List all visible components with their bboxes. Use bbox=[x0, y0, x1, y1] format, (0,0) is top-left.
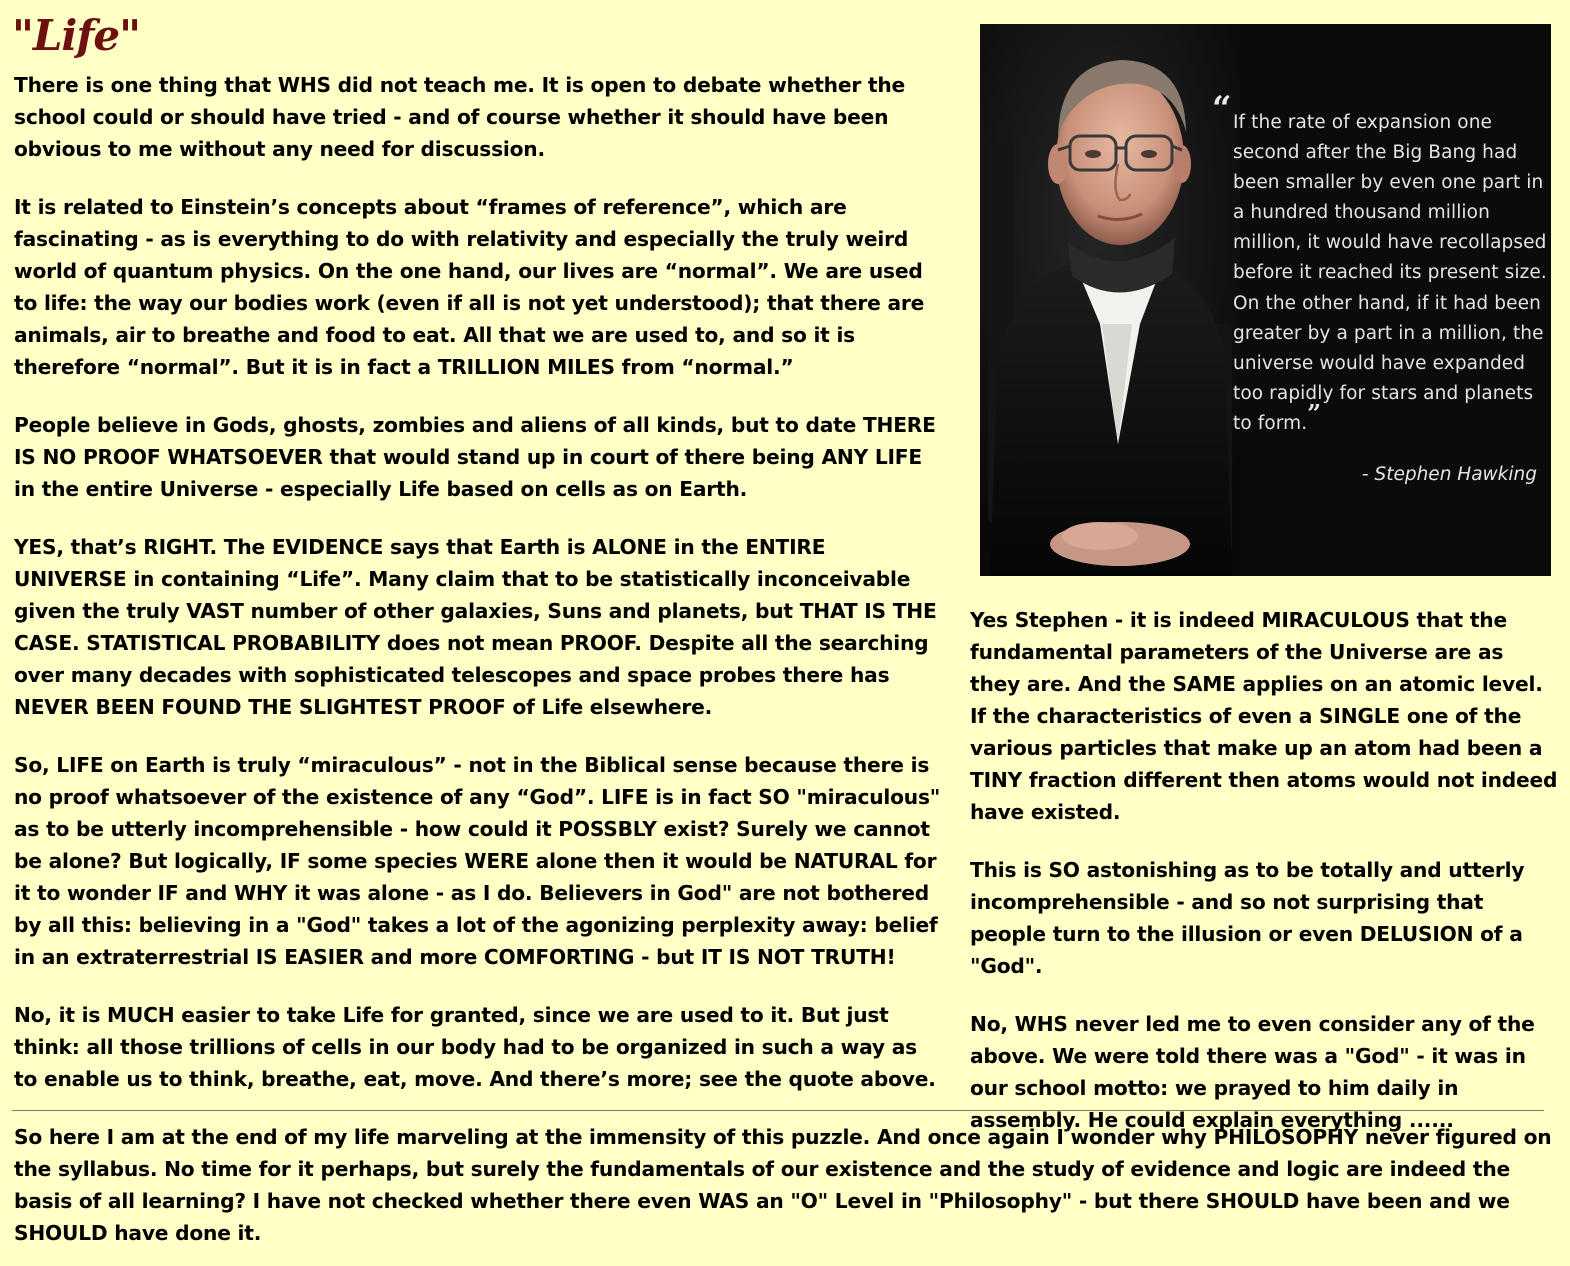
open-quote-mark: “ bbox=[1212, 89, 1232, 129]
paragraph-frames-of-reference: It is related to Einstein’s concepts about “frames of reference”, which are fascinating - as is everything to do with relativity and especially the truly weird world of quantum physics. On the one hand, our lives are “normal”. We are used to life: the way our bodies work (even if all is not yet understood); that there are animals, air to breathe and food to eat. All that we are used to, and so it is therefore “normal”. But it is in fact a TRILLION MILES from “normal.” bbox=[14, 195, 925, 379]
hawking-quote-image bbox=[980, 24, 1551, 576]
section-divider bbox=[12, 1110, 1544, 1111]
paragraph-whs-did-not-teach: There is one thing that WHS did not teach me. It is open to debate whether the school could or should have tried - and of course whether it should have been obvious to me without any need for discussion. bbox=[14, 73, 906, 161]
paragraph-earth-alone: YES, that’s RIGHT. The EVIDENCE says that Earth is ALONE in the ENTIRE UNIVERSE in containing “Life”. Many claim that to be statistically inconceivable given the truly VAST number of other galaxies, Suns and planets, but THAT IS THE CASE. STATISTICAL PROBABILITY does not mean PROOF. Despite all the searching over many decades with sophisticated telescopes and space probes there has NEVER BEEN FOUND THE SLIGHTEST PROOF of Life elsewhere. bbox=[14, 535, 937, 719]
page-title: "Life" bbox=[12, 11, 141, 60]
quote-body: If the rate of expansion one second after the Big Bang had been smaller by even one part in a hundred thousand million million, it would have recollapsed before it reached its present size. On the other hand, if it had been greater by a part in a million, the universe would have expanded too rapidly for stars and planets to form. bbox=[1233, 112, 1547, 434]
paragraph-yes-stephen: Yes Stephen - it is indeed MIRACULOUS that the fundamental parameters of the Universe are as they are. And the SAME applies on an atomic level. If the characteristics of even a SINGLE one of the various particles that make up an atom had been a TINY fraction different then atoms would not indeed have existed. bbox=[970, 608, 1558, 824]
quote-author: - Stephen Hawking bbox=[1361, 464, 1537, 485]
paragraph-no-proof-of-life: People believe in Gods, ghosts, zombies and aliens of all kinds, but to date THERE IS NO PROOF WHATSOEVER that would stand up in court of there being ANY LIFE in the entire Universe - especially Life based on cells as on Earth. bbox=[14, 413, 936, 501]
hawking-quote-text bbox=[1233, 108, 1549, 439]
paragraph-whs-never-led-me: No, WHS never led me to even consider any of the above. We were told there was a "God" - it was in our school motto: we prayed to him daily in assembly. He could explain everything ...... bbox=[970, 1012, 1535, 1132]
paragraph-life-miraculous: So, LIFE on Earth is truly “miraculous” - not in the Biblical sense because there is no proof whatsoever of the existence of any “God”. LIFE is in fact SO "miraculous" as to be utterly incomprehensible - how could it POSSBLY exist? Surely we cannot be alone? But logically, IF some species WERE alone then it would be NATURAL for it to wonder IF and WHY it was alone - as I do. Believers in God" are not bothered by all this: believing in a "God" takes a lot of the agonizing perplexity away: belief in an extraterrestrial IS EASIER and more COMFORTING - but IT IS NOT TRUTH! bbox=[14, 753, 941, 969]
paragraph-take-life-for-granted: No, it is MUCH easier to take Life for granted, since we are used to it. But just think: all those trillions of cells in our body had to be organized in such a way as to enable us to think, breathe, eat, move. And there’s more; see the quote above. bbox=[14, 1003, 936, 1091]
paragraph-end-of-my-life: So here I am at the end of my life marveling at the immensity of this puzzle. And once again I wonder why PHILOSOPHY never figured on the syllabus. No time for it perhaps, but surely the fundamentals of our existence and the study of evidence and logic are indeed the basis of all learning? I have not checked whether there even WAS an "O" Level in "Philosophy" - but there SHOULD have been and we SHOULD have done it. bbox=[14, 1125, 1552, 1245]
close-quote-mark: ” bbox=[1307, 398, 1322, 428]
left-column bbox=[14, 69, 944, 1129]
right-column bbox=[970, 604, 1560, 1152]
paragraph-so-astonishing: This is SO astonishing as to be totally and utterly incomprehensible - and so not surprising that people turn to the illusion or even DELUSION of a "God". bbox=[970, 858, 1525, 978]
stephen-hawking-portrait bbox=[980, 24, 1240, 576]
